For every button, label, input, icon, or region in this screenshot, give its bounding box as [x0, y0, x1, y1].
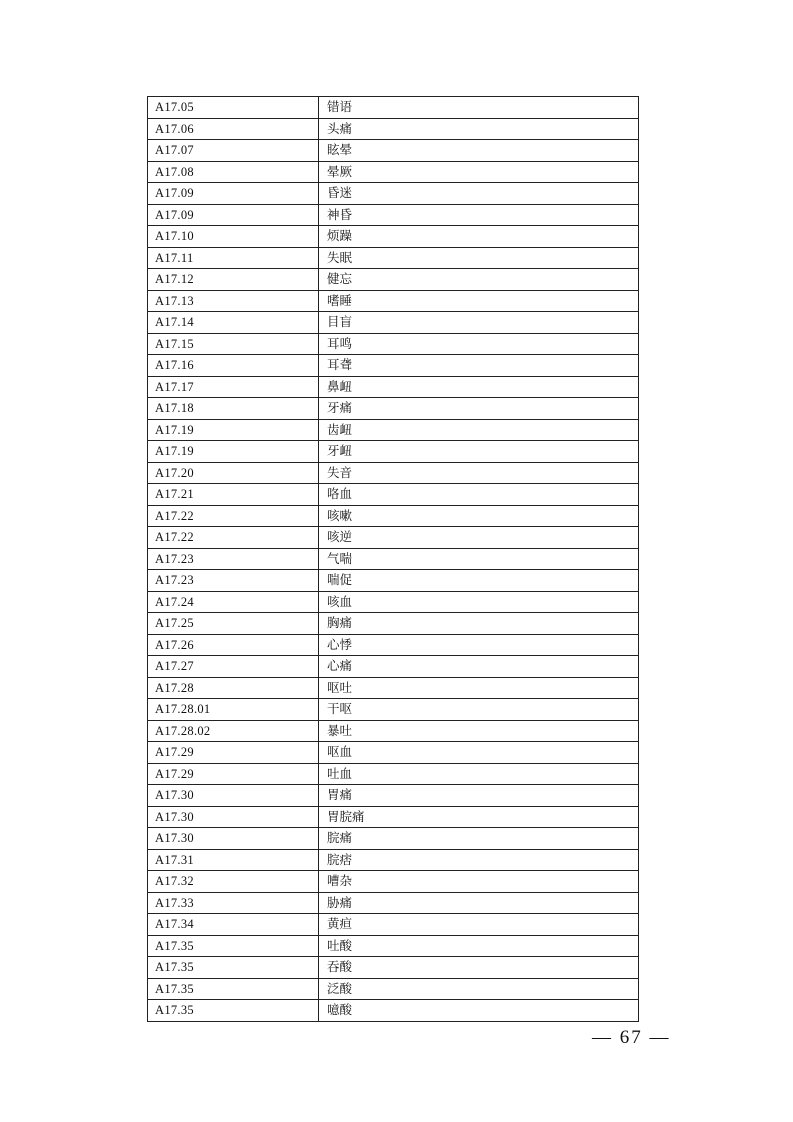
table-row [148, 849, 639, 871]
code-cell: A17.28.01 [148, 699, 319, 721]
code-cell: A17.30 [148, 828, 319, 850]
table-row [148, 312, 639, 334]
term-cell: 失眠 [319, 247, 639, 269]
term-cell: 耳鸣 [319, 333, 639, 355]
code-cell: A17.31 [148, 849, 319, 871]
code-cell: A17.35 [148, 1000, 319, 1022]
table-row [148, 742, 639, 764]
term-cell: 失音 [319, 462, 639, 484]
code-cell: A17.25 [148, 613, 319, 635]
table-row [148, 462, 639, 484]
table-row [148, 548, 639, 570]
table-row [148, 763, 639, 785]
table-row [148, 140, 639, 162]
term-cell: 心痛 [319, 656, 639, 678]
table-row [148, 591, 639, 613]
code-cell: A17.17 [148, 376, 319, 398]
code-cell: A17.10 [148, 226, 319, 248]
code-cell: A17.13 [148, 290, 319, 312]
term-cell: 错语 [319, 97, 639, 119]
code-cell: A17.35 [148, 957, 319, 979]
code-term-table [147, 96, 639, 1022]
term-cell: 咳逆 [319, 527, 639, 549]
term-cell: 牙痛 [319, 398, 639, 420]
term-cell: 咳血 [319, 591, 639, 613]
term-cell: 干呕 [319, 699, 639, 721]
table-row [148, 914, 639, 936]
table-row [148, 290, 639, 312]
code-cell: A17.19 [148, 419, 319, 441]
term-cell: 胸痛 [319, 613, 639, 635]
code-cell: A17.26 [148, 634, 319, 656]
table-row [148, 871, 639, 893]
code-cell: A17.29 [148, 763, 319, 785]
table-row [148, 699, 639, 721]
term-cell: 神昏 [319, 204, 639, 226]
term-cell: 暴吐 [319, 720, 639, 742]
page-number: — 67 — [592, 1027, 671, 1048]
code-cell: A17.05 [148, 97, 319, 119]
table-row [148, 376, 639, 398]
code-cell: A17.18 [148, 398, 319, 420]
term-cell: 黄疸 [319, 914, 639, 936]
table-row [148, 183, 639, 205]
table-row [148, 204, 639, 226]
table-row [148, 677, 639, 699]
code-cell: A17.06 [148, 118, 319, 140]
code-cell: A17.12 [148, 269, 319, 291]
code-cell: A17.07 [148, 140, 319, 162]
term-cell: 咯血 [319, 484, 639, 506]
code-cell: A17.28 [148, 677, 319, 699]
table-row [148, 978, 639, 1000]
table-row [148, 828, 639, 850]
code-cell: A17.29 [148, 742, 319, 764]
table-row [148, 1000, 639, 1022]
table-row [148, 484, 639, 506]
term-cell: 耳聋 [319, 355, 639, 377]
code-cell: A17.20 [148, 462, 319, 484]
table-row [148, 398, 639, 420]
table-row [148, 333, 639, 355]
code-cell: A17.35 [148, 978, 319, 1000]
code-cell: A17.15 [148, 333, 319, 355]
term-cell: 胃脘痛 [319, 806, 639, 828]
code-cell: A17.11 [148, 247, 319, 269]
table-row [148, 226, 639, 248]
table-row [148, 634, 639, 656]
term-cell: 吞酸 [319, 957, 639, 979]
term-cell: 胁痛 [319, 892, 639, 914]
code-cell: A17.23 [148, 548, 319, 570]
term-cell: 气喘 [319, 548, 639, 570]
term-cell: 胃痛 [319, 785, 639, 807]
table-row [148, 247, 639, 269]
table-row [148, 806, 639, 828]
term-cell: 眩晕 [319, 140, 639, 162]
code-cell: A17.32 [148, 871, 319, 893]
term-cell: 目盲 [319, 312, 639, 334]
table-row [148, 161, 639, 183]
table-row [148, 720, 639, 742]
table-row [148, 527, 639, 549]
code-cell: A17.14 [148, 312, 319, 334]
table-row [148, 118, 639, 140]
code-cell: A17.08 [148, 161, 319, 183]
term-cell: 噫酸 [319, 1000, 639, 1022]
table-row [148, 355, 639, 377]
code-cell: A17.34 [148, 914, 319, 936]
code-cell: A17.23 [148, 570, 319, 592]
code-cell: A17.16 [148, 355, 319, 377]
table-row [148, 613, 639, 635]
table-row [148, 505, 639, 527]
term-cell: 心悸 [319, 634, 639, 656]
term-cell: 嗜睡 [319, 290, 639, 312]
table-row [148, 570, 639, 592]
code-cell: A17.35 [148, 935, 319, 957]
code-cell: A17.22 [148, 505, 319, 527]
table-row [148, 957, 639, 979]
table-row [148, 441, 639, 463]
term-cell: 泛酸 [319, 978, 639, 1000]
term-cell: 呕血 [319, 742, 639, 764]
table-row [148, 269, 639, 291]
code-cell: A17.28.02 [148, 720, 319, 742]
term-cell: 脘痛 [319, 828, 639, 850]
code-cell: A17.09 [148, 204, 319, 226]
code-cell: A17.30 [148, 785, 319, 807]
table-body [148, 97, 639, 1022]
term-cell: 晕厥 [319, 161, 639, 183]
term-cell: 吐血 [319, 763, 639, 785]
term-cell: 牙衄 [319, 441, 639, 463]
term-cell: 呕吐 [319, 677, 639, 699]
term-cell: 烦躁 [319, 226, 639, 248]
code-cell: A17.30 [148, 806, 319, 828]
table-row [148, 785, 639, 807]
term-cell: 鼻衄 [319, 376, 639, 398]
table-row [148, 97, 639, 119]
code-cell: A17.33 [148, 892, 319, 914]
code-cell: A17.21 [148, 484, 319, 506]
term-cell: 嘈杂 [319, 871, 639, 893]
term-cell: 头痛 [319, 118, 639, 140]
code-cell: A17.22 [148, 527, 319, 549]
table-row [148, 892, 639, 914]
table-row [148, 935, 639, 957]
table-row [148, 656, 639, 678]
term-cell: 昏迷 [319, 183, 639, 205]
term-cell: 健忘 [319, 269, 639, 291]
code-cell: A17.27 [148, 656, 319, 678]
table-row [148, 419, 639, 441]
term-cell: 咳嗽 [319, 505, 639, 527]
term-cell: 喘促 [319, 570, 639, 592]
code-cell: A17.24 [148, 591, 319, 613]
term-cell: 脘痞 [319, 849, 639, 871]
term-cell: 齿衄 [319, 419, 639, 441]
code-cell: A17.19 [148, 441, 319, 463]
code-cell: A17.09 [148, 183, 319, 205]
term-cell: 吐酸 [319, 935, 639, 957]
